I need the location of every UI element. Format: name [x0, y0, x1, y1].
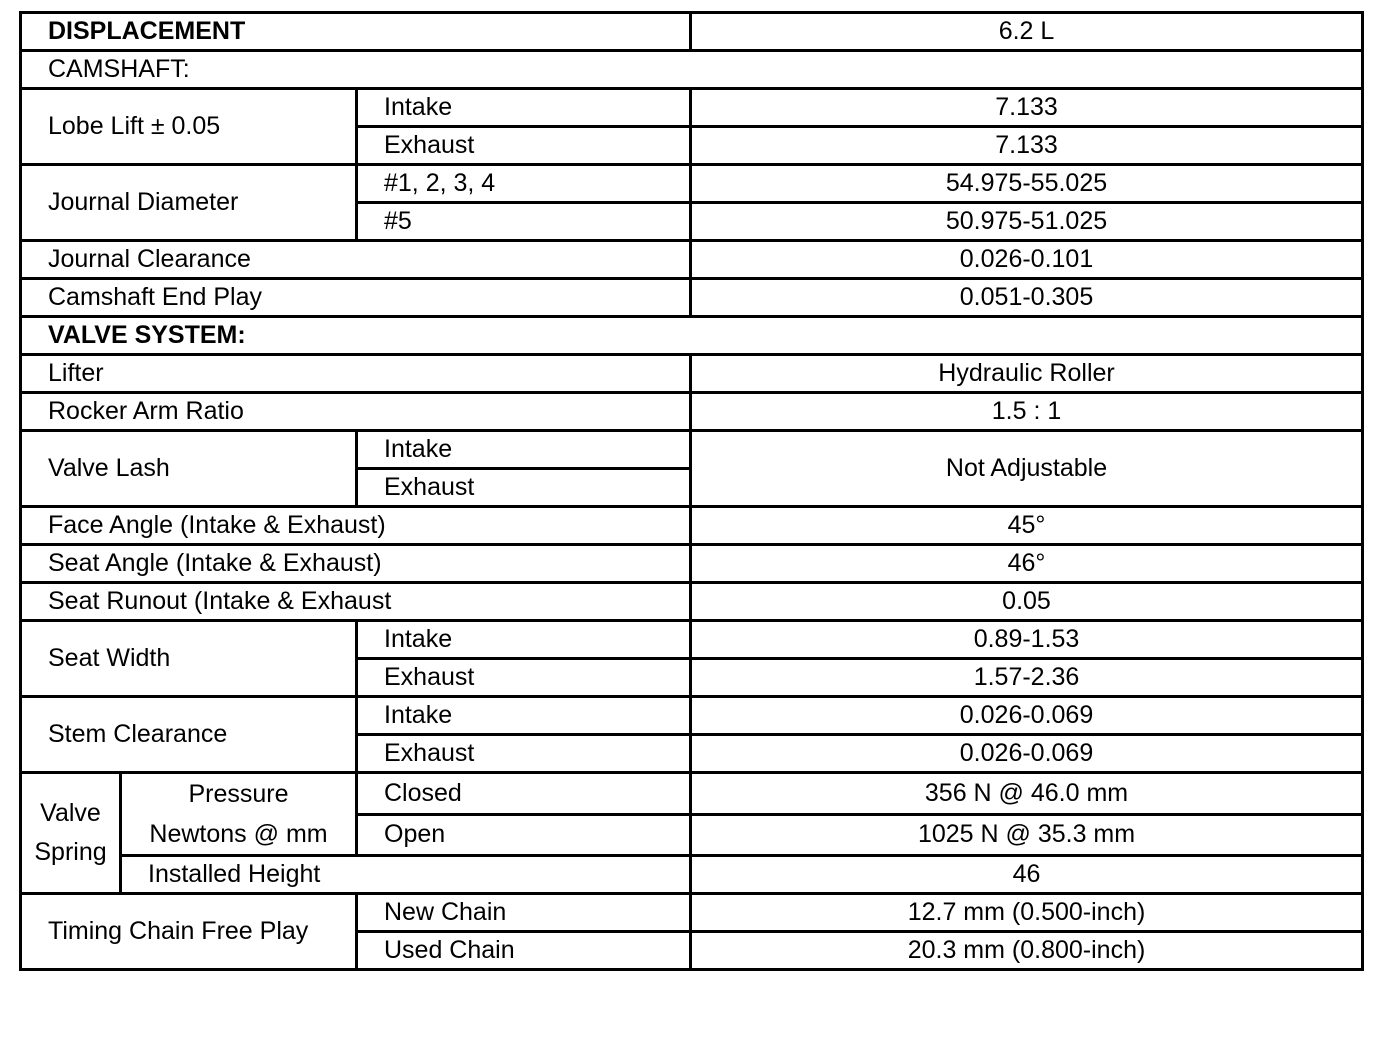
lobe-lift-label: Lobe Lift ± 0.05	[21, 89, 357, 165]
timing-chain-new-row	[21, 894, 1363, 932]
lobe-lift-exhaust-value: 7.133	[691, 127, 1363, 165]
valve-spring-closed-row	[21, 773, 1363, 815]
seat-width-exhaust-label: Exhaust	[357, 659, 691, 697]
displacement-value: 6.2 L	[691, 13, 1363, 51]
valve-system-heading-row	[21, 317, 1363, 355]
valve-lash-value: Not Adjustable	[691, 431, 1363, 507]
seat-width-exhaust-value: 1.57-2.36	[691, 659, 1363, 697]
valve-spring-closed-label: Closed	[357, 773, 691, 815]
seat-angle-row	[21, 545, 1363, 583]
timing-chain-used-value: 20.3 mm (0.800-inch)	[691, 932, 1363, 970]
valve-lash-label: Valve Lash	[21, 431, 357, 507]
end-play-value: 0.051-0.305	[691, 279, 1363, 317]
stem-clearance-intake-label: Intake	[357, 697, 691, 735]
timing-chain-label: Timing Chain Free Play	[21, 894, 357, 970]
rocker-ratio-row	[21, 393, 1363, 431]
rocker-ratio-label: Rocker Arm Ratio	[21, 393, 691, 431]
journal-diameter-row1-value: 54.975-55.025	[691, 165, 1363, 203]
installed-height-value: 46	[691, 856, 1363, 894]
lobe-lift-exhaust-label: Exhaust	[357, 127, 691, 165]
rocker-ratio-value: 1.5 : 1	[691, 393, 1363, 431]
pressure-newtons-label	[121, 773, 357, 856]
stem-clearance-exhaust-value: 0.026-0.069	[691, 735, 1363, 773]
seat-angle-value: 46°	[691, 545, 1363, 583]
lobe-lift-intake-value: 7.133	[691, 89, 1363, 127]
lobe-lift-intake-label: Intake	[357, 89, 691, 127]
journal-clearance-label: Journal Clearance	[21, 241, 691, 279]
seat-runout-value: 0.05	[691, 583, 1363, 621]
newtons-mm-label: Newtons @ mm	[149, 820, 328, 848]
lifter-row	[21, 355, 1363, 393]
seat-runout-row	[21, 583, 1363, 621]
lifter-value: Hydraulic Roller	[691, 355, 1363, 393]
journal-diameter-label: Journal Diameter	[21, 165, 357, 241]
installed-height-label: Installed Height	[121, 856, 691, 894]
end-play-label: Camshaft End Play	[21, 279, 691, 317]
camshaft-heading: CAMSHAFT:	[21, 51, 1363, 89]
journal-diameter-row-1	[21, 165, 1363, 203]
displacement-label: DISPLACEMENT	[21, 13, 691, 51]
journal-clearance-value: 0.026-0.101	[691, 241, 1363, 279]
valve-spring-open-label: Open	[357, 814, 691, 856]
journal-diameter-row2-value: 50.975-51.025	[691, 203, 1363, 241]
valve-lash-exhaust-label: Exhaust	[357, 469, 691, 507]
pressure-label: Pressure	[188, 780, 289, 808]
valve-lash-intake-label: Intake	[357, 431, 691, 469]
lifter-label: Lifter	[21, 355, 691, 393]
valve-spring-label	[21, 773, 121, 894]
end-play-row	[21, 279, 1363, 317]
journal-clearance-row	[21, 241, 1363, 279]
lobe-lift-intake-row	[21, 89, 1363, 127]
displacement-row	[21, 13, 1363, 51]
valve-lash-intake-row	[21, 431, 1363, 469]
seat-angle-label: Seat Angle (Intake & Exhaust)	[21, 545, 691, 583]
seat-width-intake-row	[21, 621, 1363, 659]
journal-diameter-row2-label: #5	[357, 203, 691, 241]
timing-chain-used-label: Used Chain	[357, 932, 691, 970]
stem-clearance-intake-value: 0.026-0.069	[691, 697, 1363, 735]
valve-spring-open-value: 1025 N @ 35.3 mm	[691, 814, 1363, 856]
timing-chain-new-value: 12.7 mm (0.500-inch)	[691, 894, 1363, 932]
stem-clearance-label: Stem Clearance	[21, 697, 357, 773]
seat-width-label: Seat Width	[21, 621, 357, 697]
valve-spring-label-line1: Valve	[40, 799, 101, 828]
face-angle-label: Face Angle (Intake & Exhaust)	[21, 507, 691, 545]
face-angle-value: 45°	[691, 507, 1363, 545]
journal-diameter-row1-label: #1, 2, 3, 4	[357, 165, 691, 203]
timing-chain-new-label: New Chain	[357, 894, 691, 932]
valve-spring-label-line2: Spring	[34, 838, 107, 866]
installed-height-row	[21, 856, 1363, 894]
camshaft-heading-row	[21, 51, 1363, 89]
seat-width-intake-label: Intake	[357, 621, 691, 659]
stem-clearance-intake-row	[21, 697, 1363, 735]
stem-clearance-exhaust-label: Exhaust	[357, 735, 691, 773]
seat-width-intake-value: 0.89-1.53	[691, 621, 1363, 659]
seat-runout-label: Seat Runout (Intake & Exhaust	[21, 583, 691, 621]
valve-system-heading: VALVE SYSTEM:	[21, 317, 1363, 355]
engine-spec-table	[19, 11, 1364, 971]
face-angle-row	[21, 507, 1363, 545]
valve-spring-closed-value: 356 N @ 46.0 mm	[691, 773, 1363, 815]
